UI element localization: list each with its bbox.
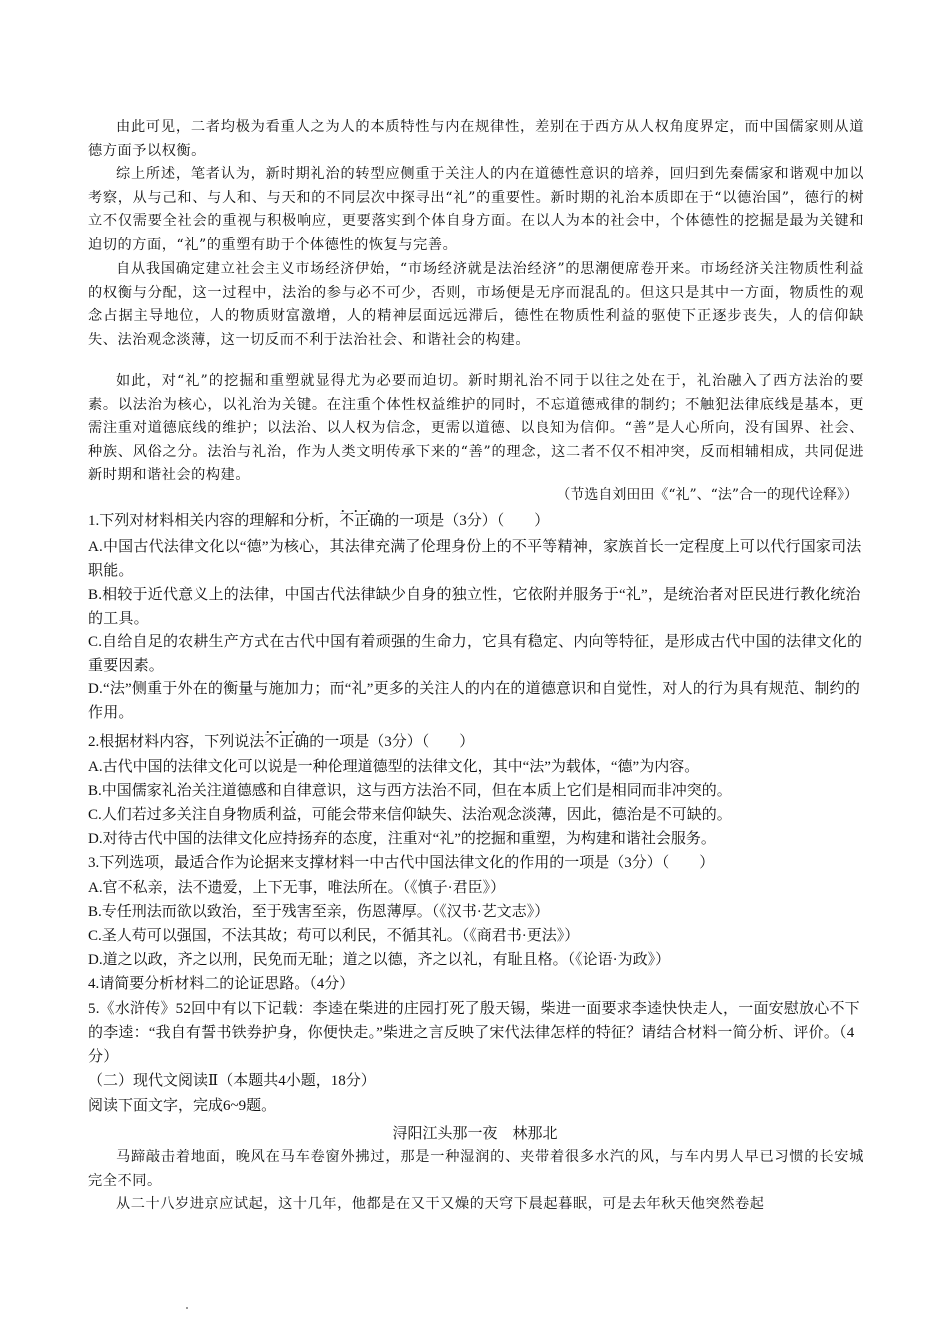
question-2-option-b: B.中国儒家礼治关注道德感和自律意识，这与西方法治不同，但在本质上它们是相同而非冲突的。	[88, 783, 732, 799]
q1-emphasis: ・・・ 不正确	[339, 513, 384, 529]
question-2-option-a: A.古代中国的法律文化可以说是一种伦理道德型的法律文化，其中“法”为载体，“德”为内容。	[88, 759, 700, 775]
question-2-option-c: C.人们若过多关注自身物质利益，可能会带来信仰缺失、法治观念淡薄，因此，德治是不可缺的。	[88, 807, 732, 823]
q2-stem-part-a: 2.根据材料内容，下列说法	[88, 734, 265, 750]
q1-stem-part-b: 的一项是（3分）（ ）	[384, 513, 550, 529]
question-2-option-d: D.对待古代中国的法律文化应持扬弃的态度，注重对“礼”的挖掘和重塑，为构建和谐社会服务。	[88, 831, 716, 847]
question-1-option-b: B.相较于近代意义上的法律，中国古代法律缺少自身的独立性，它依附并服务于“礼”，是统治者对臣民进行教化统治的工具。	[88, 587, 861, 627]
page-mark	[186, 1307, 188, 1309]
question-3-stem: 3.下列选项，最适合作为论据来支撑材料一中古代中国法律文化的作用的一项是（3分）（ ）	[88, 855, 715, 871]
question-1-option-a: A.中国古代法律文化以“德”为核心，其法律充满了伦理身份上的不平等精神，家族首长一定程度上可以代行国家司法职能。	[88, 539, 862, 579]
question-1-stem	[88, 509, 868, 533]
question-2-stem	[88, 730, 868, 754]
story-paragraph-1: 马蹄敲击着地面，晚风在马车卷窗外拂过，那是一种湿润的、夹带着很多水汽的风，与车内男人早已习惯的长安城完全不同。	[88, 1149, 864, 1189]
question-5: 5.《水浒传》52回中有以下记载：李逵在柴进的庄园打死了殷天锡，柴进一面要求李逵快快走人，一面安慰放心不下的李逵：“我自有誓书铁券护身，你便快走。”柴进之言反映了宋代法律怎样的特征？请结合材料一简分析、评价。（4分）	[88, 1001, 860, 1065]
story-title: 浔阳江头那一夜 林那北	[392, 1126, 558, 1142]
question-1-option-d: D.“法”侧重于外在的衡量与施加力；而“礼”更多的关注人的内在的道德意识和自觉性，对人的行为具有规范、制约的作用。	[88, 681, 861, 721]
passage-paragraph-2: 综上所述，笔者认为，新时期礼治的转型应侧重于关注人的内在道德性意识的培养，回归到先秦儒家和谐观中加以考察，从与己和、与人和、与天和的不同层次中探寻出“礼”的重要性。新时期的礼治本质即在于“以德治国”，德行的树立不仅需要全社会的重视与积极响应，更要落实到个体自身方面。在以人为本的社会中，个体德性的挖掘是最为关键和迫切的方面，“礼”的重塑有助于个体德性的恢复与完善。	[88, 166, 864, 253]
passage-source: （节选自刘田田《“礼”、“法”合一的现代诠释》）	[556, 487, 858, 503]
question-1-option-c: C.自给自足的农耕生产方式在古代中国有着顽强的生命力，它具有稳定、内向等特征，是形成古代中国的法律文化的重要因素。	[88, 634, 863, 674]
passage-paragraph-3: 自从我国确定建立社会主义市场经济伊始，“市场经济就是法治经济”的思潮便席卷开来。市场经济关注物质性利益的权衡与分配，这一过程中，法治的参与必不可少，否则，市场便是无序而混乱的。但这只是其中一方面，物质性的观念占据主导地位，人的物质财富激增，人的精神层面远远滞后，德性在物质性利益的驱使下正逐步丧失，人的信仰缺失、法治观念淡薄，这一切反而不利于法治社会、和谐社会的构建。	[88, 261, 864, 348]
passage-paragraph-1: 由此可见，二者均极为看重人之为人的本质特性与内在规律性，差别在于西方从人权角度界定，而中国儒家则从道德方面予以权衡。	[88, 119, 864, 159]
passage-paragraph-4: 如此，对“礼”的挖掘和重塑就显得尤为必要而迫切。新时期礼治不同于以往之处在于，礼治融入了西方法治的要素。以法治为核心，以礼治为关键。在注重个体性权益维护的同时，不忘道德戒律的制约；不触犯法律底线是基本，更需注重对道德底线的维护；以法治、以人权为信念，更需以道德、以良知为信仰。“善”是人心所向，没有国界、社会、种族、风俗之分。法治与礼治，作为人类文明传承下来的“善”的理念，这二者不仅不相冲突，反而相辅相成，共同促进新时期和谐社会的构建。	[88, 373, 864, 483]
q1-stem-part-a: 1.下列对材料相关内容的理解和分析，	[88, 513, 340, 529]
question-3-option-d: D.道之以政，齐之以刑，民免而无耻；道之以德，齐之以礼，有耻且格。（《论语·为政》）	[88, 952, 671, 968]
q2-emphasis: ・・・ 不正确	[264, 734, 309, 750]
q2-stem-part-b: 的一项是（3分）（ ）	[309, 734, 475, 750]
story-paragraph-2: 从二十八岁进京应试起，这十几年，他都是在又干又燥的天穹下晨起暮眠，可是去年秋天他突然卷起	[116, 1196, 765, 1212]
question-4: 4.请简要分析材料二的论证思路。（4分）	[88, 976, 355, 992]
question-3-option-b: B.专任刑法而欲以致治，至于残害至亲，伤恩薄厚。（《汉书·艺文志》）	[88, 904, 550, 920]
question-3-option-c: C.圣人苟可以强国，不法其故；苟可以利民，不循其礼。（《商君书·更法》）	[88, 928, 580, 944]
question-3-option-a: A.官不私亲，法不遗爱，上下无事，唯法所在。（《慎子·君臣》）	[88, 880, 506, 896]
section-heading: （二）现代文阅读Ⅱ（本题共4小题，18分）	[88, 1073, 376, 1089]
reading-instruction: 阅读下面文字，完成6~9题。	[88, 1098, 277, 1114]
